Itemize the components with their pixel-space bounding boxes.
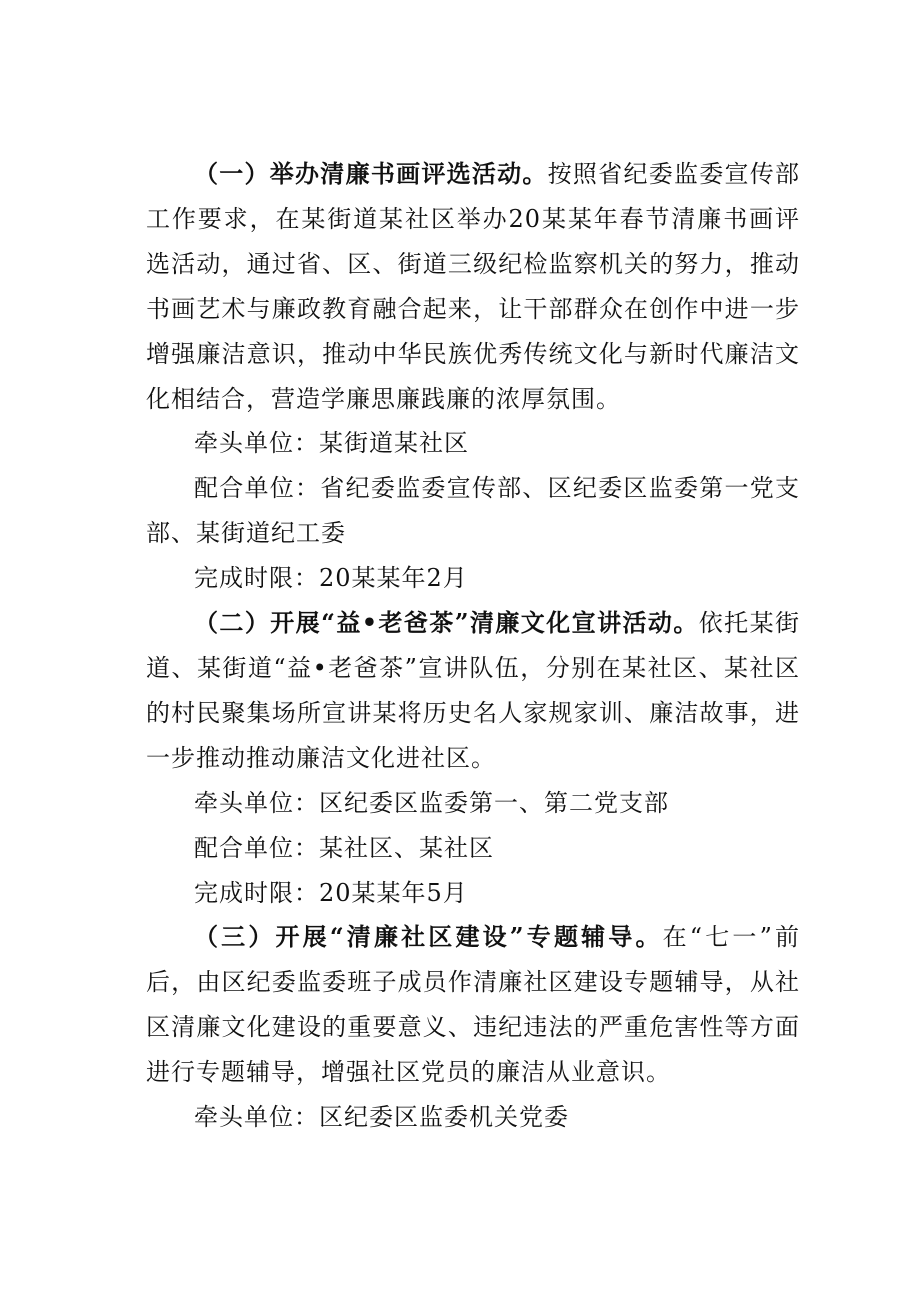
section-3-lead-unit: 牵头单位：区纪委区监委机关党委 (194, 1103, 569, 1132)
section-2-deadline: 完成时限：20某某年5月 (194, 878, 468, 907)
section-1-body: 按照省纪委监委宣传部工作要求，在某街道某社区举办20某某年春节清廉书画评选活动，通过省、区、街道三级纪检监察机关的努力，推动书画艺术与廉政教育融合起来，让干部群众在创作中进一步增强廉洁意识，推动中华民族优秀传统文化与新时代廉洁文化相结合，营造学廉思廉践廉的浓厚氛围。 (146, 160, 801, 413)
document-body (146, 152, 800, 1140)
section-3-body: 在“七一”前后，由区纪委监委班子成员作清廉社区建设专题辅导，从社区清廉文化建设的重要意义、违纪违法的严重危害性等方面进行专题辅导，增强社区党员的廉洁从业意识。 (146, 923, 800, 1087)
section-2-body: 依托某街道、某街道“益•老爸茶”宣讲队伍，分别在某社区、某社区的村民聚集场所宣讲某将历史名人家规家训、廉洁故事，进一步推动推动廉洁文化进社区。 (146, 609, 801, 772)
section-2-paragraph (146, 601, 800, 781)
section-2-lead-unit: 牵头单位：区纪委区监委第一、第二党支部 (194, 788, 669, 817)
section-2-support-unit: 配合单位：某社区、某社区 (194, 833, 494, 862)
section-3-heading: （三）开展“清廉社区建设”专题辅导。 (194, 922, 663, 952)
section-1-paragraph (146, 152, 800, 421)
section-2-heading: （二）开展“益•老爸茶”清廉文化宣讲活动。 (194, 608, 699, 638)
section-1-support-unit: 配合单位：省纪委监委宣传部、区纪委区监委第一党支部、某街道纪工委 (146, 474, 800, 548)
section-3-paragraph (146, 915, 800, 1095)
section-1-lead-unit: 牵头单位：某街道某社区 (194, 429, 469, 458)
section-1-heading: （一）举办清廉书画评选活动。 (194, 159, 548, 188)
section-1-deadline: 完成时限：20某某年2月 (194, 564, 468, 593)
